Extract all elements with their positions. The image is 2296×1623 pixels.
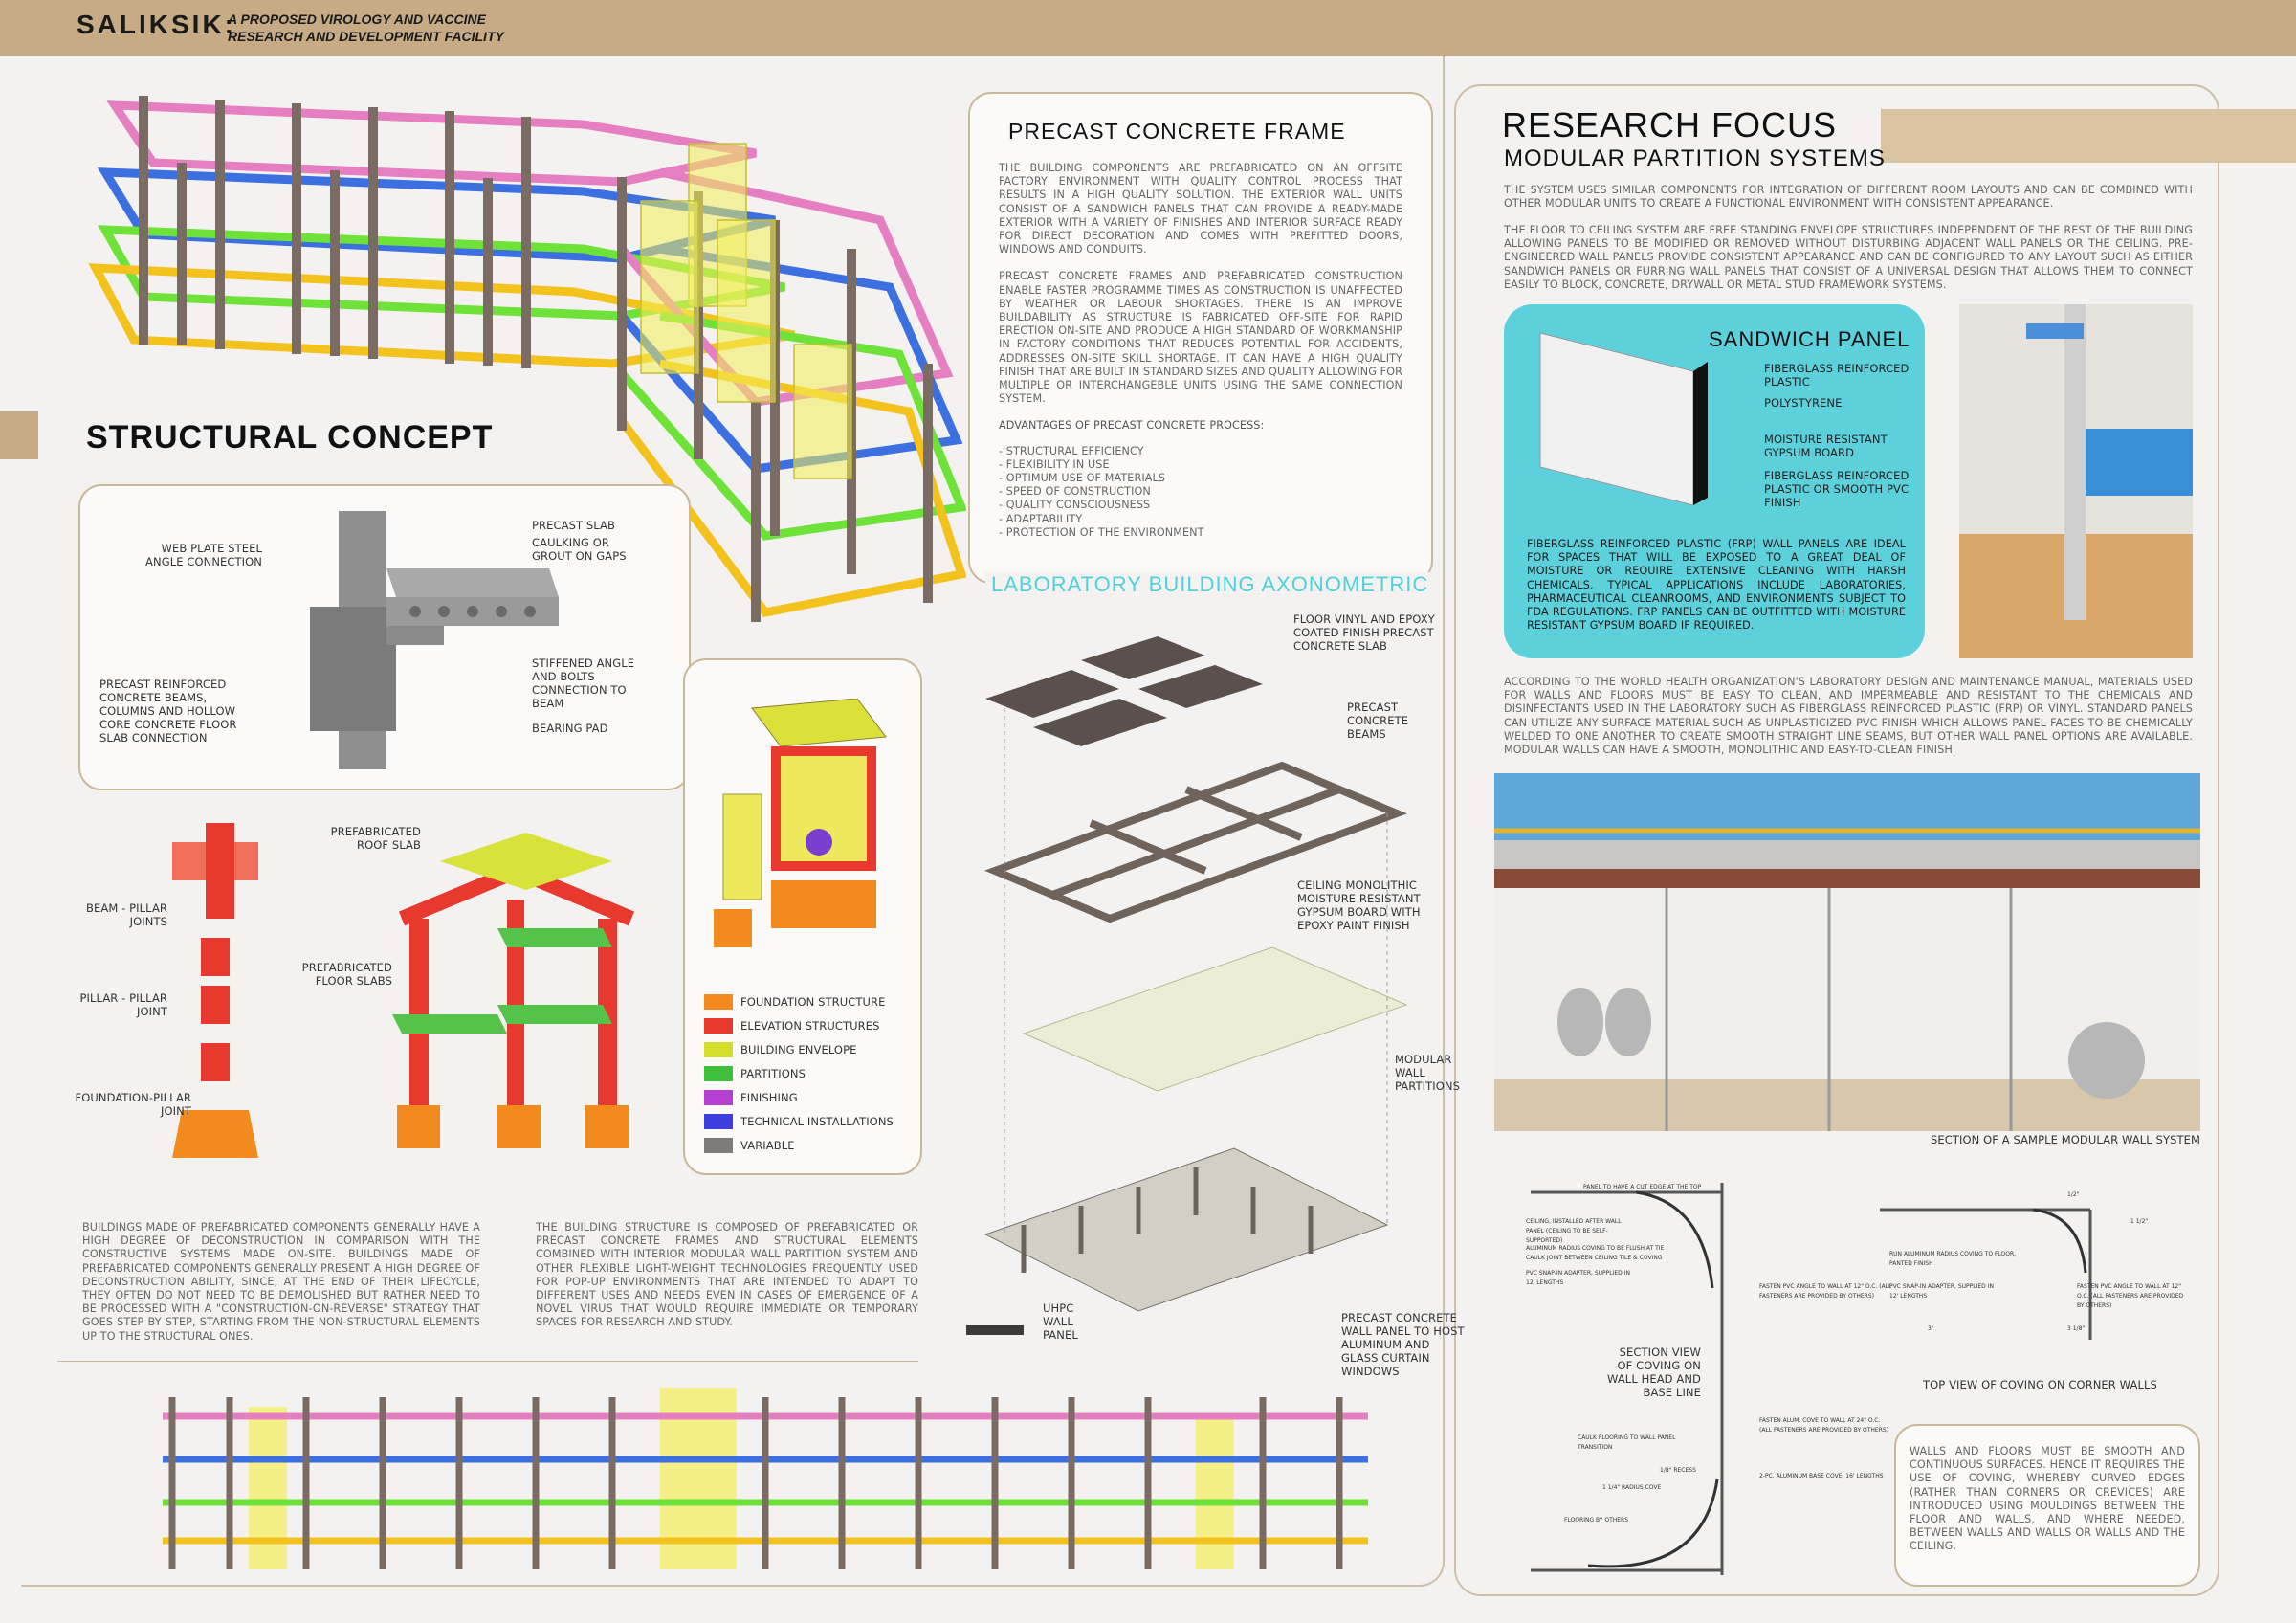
detail-note: ALUMINUM RADIUS COVING TO BE FLUSH AT TIE CAULK JOINT BETWEEN CEILING TILE & COVING bbox=[1526, 1245, 1665, 1261]
detail-note: PVC SNAP-IN ADAPTER, SUPPLIED IN 12' LENGTHS bbox=[1889, 1283, 1994, 1300]
legend-label: BUILDING ENVELOPE bbox=[740, 1042, 857, 1056]
label-ceiling: CEILING MONOLITHIC MOISTURE RESISTANT GYPSUM BOARD WITH EPOXY PAINT FINISH bbox=[1297, 878, 1421, 932]
precast-para-1: THE BUILDING COMPONENTS ARE PREFABRICATED ON AN OFFSITE FACTORY ENVIRONMENT WITH QUALITY CONTROL PROCESS THAT RESULTS IN A HIGH QUALITY SOLUTION. THE EXTERIOR WALL UNITS CONSIST OF A SANDWICH PANELS THAT CAN PROVIDE A READY-MADE EXTERIOR WITH A VARIETY OF FINISHES AND INTERIOR SURFACE READY FOR DIRECT DECORATION AND COMES WITH PREFITTED DOORS, WINDOWS AND CONDUITS. bbox=[999, 162, 1402, 256]
precast-title: PRECAST CONCRETE FRAME bbox=[1008, 119, 1346, 144]
envelope-card bbox=[683, 658, 922, 1175]
title-bar bbox=[0, 0, 2296, 56]
sandwich-text: FIBERGLASS REINFORCED PLASTIC (FRP) WALL PANELS ARE IDEAL FOR SPACES THAT WILL BE EXPOSED TO A GREAT DEAL OF MOISTURE OR REQUIRE EXTENSIVE CLEANING WITH HARSH CHEMICALS. TYPICAL APPLICATIONS INCLUDE LABORATORIES, PHARMACEUTICAL CLEANROOMS, AND ENVIRONMENTS SUBJECT TO FDA REGULATIONS. FRP PANELS CAN BE OUTFITTED WITH MOISTURE RESISTANT GYPSUM BOARD IF REQUIRED. bbox=[1527, 538, 1906, 633]
connection-detail-card bbox=[78, 484, 691, 790]
label-connection-summary: PRECAST REINFORCED CONCRETE BEAMS, COLUMNS AND HOLLOW CORE CONCRETE FLOOR SLAB CONNECTION bbox=[99, 678, 237, 745]
detail-note: FASTEN ALUM. COVE TO WALL AT 24" O.C. (ALL FASTENERS ARE PROVIDED BY OTHERS) bbox=[1759, 1417, 1889, 1434]
legend-label: VARIABLE bbox=[740, 1138, 795, 1152]
label-web-plate: WEB PLATE STEEL ANGLE CONNECTION bbox=[145, 542, 262, 568]
advantages-title: ADVANTAGES OF PRECAST CONCRETE PROCESS: bbox=[999, 419, 1265, 433]
text-divider bbox=[57, 1361, 918, 1362]
legend-item bbox=[704, 1061, 915, 1085]
frame-structure-diagram bbox=[383, 823, 651, 1158]
detail-note: FASTEN PVC ANGLE TO WALL AT 12" O.C. (ALL FASTENERS ARE PROVIDED BY OTHERS) bbox=[1759, 1283, 1892, 1300]
legend-swatch-finishing bbox=[704, 1090, 733, 1105]
precast-para-2: PRECAST CONCRETE FRAMES AND PREFABRICATED CONSTRUCTION ENABLE FASTER PROGRAMME TIMES AS CONSTRUCTION IS UNAFFECTED BY WEATHER OR LABOUR SHORTAGES. THERE IS AN IMPROVE BUILDABILITY AS STRUCTURE IS FABRICATED OFF-SITE FOR RAPID ERECTION ON-SITE AND PRODUCE A HIGH STANDARD OF WORKMANSHIP IN FACTORY CONDITIONS THAT REDUCES POTENTIAL FOR ACCIDENTS, ADDRESSES ON-SITE SKILL SHORTAGE. IT CAN HAVE A HIGH QUALITY FINISH THAT ARE BUILT IN STANDARD SIZES AND QUALITY ALLOWING FOR MULTIPLE OR INTERCHANGEBLE UNITS USING THE SAME CONNECTION SYSTEM. bbox=[999, 270, 1402, 406]
legend-label: FOUNDATION STRUCTURE bbox=[740, 994, 886, 1009]
research-para-3: ACCORDING TO THE WORLD HEALTH ORGANIZATION'S LABORATORY DESIGN AND MAINTENANCE MANUAL, MATERIALS USED FOR WALLS AND FLOORS MUST BE EASY TO CLEAN, AND IMPERMEABLE AND RESISTANT TO THE CHEMICALS AND DISINFECTANTS USED IN THE LABORATORY SUCH AS FIBERGLASS REINFORCED PLASTIC (FRP) OR VINYL. STANDARD PANELS CAN UTILIZE ANY SURFACE MATERIAL SUCH AS UNPLASTICIZED PVC FINISH WHICH ALLOWS PANEL FACES TO BE CHEMICALLY WELDED TO ONE ANOTHER TO CREATE SMOOTH STRAIGHT LINE SEAMS, BUT OTHER WALL PANEL OPTIONS ARE AVAILABLE. MODULAR WALLS CAN HAVE A SMOOTH, MONOLITHIC AND EASY-TO-CLEAN FINISH. bbox=[1504, 676, 2193, 757]
building-envelope-diagram bbox=[714, 699, 895, 957]
layer-2: POLYSTYRENE bbox=[1764, 396, 1843, 410]
legend-item bbox=[704, 1109, 915, 1133]
label-roof-slab: PREFABRICATED ROOF SLAB bbox=[330, 825, 421, 852]
brand-subtitle-2: RESEARCH AND DEVELOPMENT FACILITY bbox=[228, 29, 504, 44]
legend-item bbox=[704, 1133, 915, 1157]
label-pillar-pillar: PILLAR - PILLAR JOINT bbox=[79, 991, 167, 1018]
legend-item bbox=[704, 989, 915, 1013]
advantage-item: - OPTIMUM USE OF MATERIALS bbox=[999, 472, 1166, 485]
coving-card bbox=[1894, 1424, 2200, 1587]
label-uhpc: UHPC WALL PANEL bbox=[1043, 1301, 1078, 1342]
advantage-item: - PROTECTION OF THE ENVIRONMENT bbox=[999, 525, 1204, 539]
legend-swatch-envelope bbox=[704, 1042, 733, 1057]
label-partitions: MODULAR WALL PARTITIONS bbox=[1395, 1053, 1461, 1093]
legend-label: ELEVATION STRUCTURES bbox=[740, 1018, 880, 1033]
detail-note: RUN ALUMINUM RADIUS COVING TO FLOOR, PANTED FINISH bbox=[1889, 1251, 2017, 1267]
legend-swatch-partitions bbox=[704, 1066, 733, 1081]
detail-note: 2-PC. ALUMINUM BASE COVE, 16' LENGTHS bbox=[1759, 1473, 1884, 1479]
label-beam-pillar: BEAM - PILLAR JOINTS bbox=[86, 901, 167, 928]
detail-note: CAULK FLOORING TO WALL PANEL TRANSITION bbox=[1578, 1434, 1676, 1451]
label-bearing-pad: BEARING PAD bbox=[532, 722, 608, 735]
lab-section-image bbox=[1494, 773, 2200, 1131]
legend-swatch-foundation bbox=[704, 994, 733, 1010]
detail-note: 1 1/2" bbox=[2130, 1218, 2149, 1225]
partition-image bbox=[1959, 304, 2193, 658]
advantage-item: - STRUCTURAL EFFICIENCY bbox=[999, 444, 1144, 457]
detail-note: 1 1/4" RADIUS COVE bbox=[1602, 1484, 1662, 1491]
detail-note: 1/2" bbox=[2067, 1191, 2080, 1198]
sandwich-panel-diagram bbox=[1531, 323, 1712, 515]
legend-swatch-elevation bbox=[704, 1018, 733, 1034]
sandwich-panel-card bbox=[1504, 304, 1925, 658]
detail-note: CEILING, INSTALLED AFTER WALL PANEL (CEILING TO BE SELF-SUPPORTED) bbox=[1526, 1218, 1622, 1244]
layer-1: FIBERGLASS REINFORCED PLASTIC bbox=[1764, 362, 1910, 389]
coving-text: WALLS AND FLOORS MUST BE SMOOTH AND CONTINUOUS SURFACES. HENCE IT REQUIRES THE USE OF COVING, WHEREBY CURVED EDGES (RATHER THAN CORNERS OR CREVICES) ARE INTRODUCED USING MOULDINGS BETWEEN THE FLOOR AND WALLS, AND WHERE NEEDED, BETWEEN WALLS AND WALLS OR WALLS AND THE CEILING. bbox=[1910, 1445, 2185, 1553]
legend bbox=[704, 989, 915, 1157]
advantage-item: - FLEXIBILITY IN USE bbox=[999, 457, 1110, 471]
detail-note: PVC SNAP-IN ADAPTER, SUPPLIED IN 12' LENGTHS bbox=[1526, 1270, 1630, 1286]
label-foundation-pillar: FOUNDATION-PILLAR JOINT bbox=[75, 1091, 191, 1118]
detail1-caption: SECTION VIEW OF COVING ON WALL HEAD AND BASE LINE bbox=[1607, 1345, 1701, 1399]
layer-4: FIBERGLASS REINFORCED PLASTIC OR SMOOTH PVC FINISH bbox=[1764, 469, 1910, 509]
section-caption: SECTION OF A SAMPLE MODULAR WALL SYSTEM bbox=[1931, 1133, 2200, 1146]
advantage-item: - SPEED OF CONSTRUCTION bbox=[999, 485, 1151, 499]
precast-card bbox=[968, 92, 1433, 584]
research-para-1: THE SYSTEM USES SIMILAR COMPONENTS FOR INTEGRATION OF DIFFERENT ROOM LAYOUTS AND CAN BE COMBINED WITH OTHER MODULAR UNITS TO CREATE A FUNCTIONAL ENVIRONMENT WITH CONSISTENT APPEARANCE. bbox=[1504, 184, 2193, 211]
legend-label: TECHNICAL INSTALLATIONS bbox=[740, 1114, 894, 1128]
brand-title: SALIKSIK: bbox=[77, 10, 236, 39]
advantage-item: - QUALITY CONSCIOUSNESS bbox=[999, 499, 1151, 512]
label-caulking: CAULKING OR GROUT ON GAPS bbox=[532, 536, 627, 563]
structure-text: THE BUILDING STRUCTURE IS COMPOSED OF PREFABRICATED OR PRECAST CONCRETE FRAMES AND STRUCTURAL ELEMENTS COMBINED WITH INTERIOR MODULAR WALL PARTITION SYSTEM AND OTHER FLEXIBLE LIGHT-WEIGHT TECHNOLOGIES FREQUENTLY USED FOR POP-UP ENVIRONMENTS THAT ARE INTENDED TO ADAPT TO DIFFERENT USES AND NEEDS EVEN IN CASES OF EMERGENCE OF A NOVEL VIRUS THAT WOULD REQUIRE IMMEDIATE OR TEMPORARY SPACES FOR RESEARCH AND STUDY. bbox=[536, 1221, 918, 1329]
brand-subtitle-1: A PROPOSED VIROLOGY AND VACCINE bbox=[228, 11, 486, 27]
connection-detail-diagram bbox=[243, 501, 559, 779]
label-stiffened-angle: STIFFENED ANGLE AND BOLTS CONNECTION TO BEAM bbox=[532, 656, 635, 710]
detail-note: FLOORING BY OTHERS bbox=[1564, 1517, 1629, 1523]
detail-note: 3" bbox=[1928, 1325, 1934, 1332]
detail-note: FASTEN PVC ANGLE TO WALL AT 12" O.C. (ALL FASTENERS ARE PROVIDED BY OTHERS) bbox=[2077, 1283, 2184, 1309]
legend-item bbox=[704, 1085, 915, 1109]
building-elevation-diagram bbox=[153, 1378, 1378, 1569]
detail-note: 1/8" RECESS bbox=[1660, 1467, 1696, 1474]
legend-label: PARTITIONS bbox=[740, 1066, 806, 1080]
detail2-caption: TOP VIEW OF COVING ON CORNER WALLS bbox=[1923, 1378, 2157, 1391]
axon-title: LABORATORY BUILDING AXONOMETRIC bbox=[985, 572, 1434, 597]
research-subtitle: MODULAR PARTITION SYSTEMS bbox=[1504, 145, 1886, 171]
legend-swatch-technical bbox=[704, 1114, 733, 1129]
label-precast-slab: PRECAST SLAB bbox=[532, 519, 615, 532]
research-para-2: THE FLOOR TO CEILING SYSTEM ARE FREE STANDING ENVELOPE STRUCTURES INDEPENDENT OF THE REST OF THE BUILDING ALLOWING PANELS TO BE MODIFIED OR REMOVED WITHOUT DISTURBING ADJACENT WALL PANELS OR THE CEILING. PRE-ENGINEERED WALL PANELS PROVIDE CONSISTENT APPEARANCE AND CAN BE CONFIGURED TO ANY LAYOUT SUCH AS EITHER SANDWICH PANELS OR FURRING WALL PANELS THAT CONSIST OF A UNIVERSAL DESIGN THAT ALLOWS THEM TO CONNECT EASILY TO BLOCK, CONCRETE, DRYWALL OR METAL STUD FRAMEWORK SYSTEMS. bbox=[1504, 224, 2193, 291]
structural-title: STRUCTURAL CONCEPT bbox=[86, 419, 494, 456]
legend-item bbox=[704, 1013, 915, 1037]
legend-label: FINISHING bbox=[740, 1090, 798, 1104]
label-floor: FLOOR VINYL AND EPOXY COATED FINISH PRECAST CONCRETE SLAB bbox=[1293, 612, 1435, 653]
legend-item bbox=[704, 1037, 915, 1061]
layer-3: MOISTURE RESISTANT GYPSUM BOARD bbox=[1764, 433, 1888, 459]
research-title-bar bbox=[1881, 109, 2296, 163]
label-wall-panel: PRECAST CONCRETE WALL PANEL TO HOST ALUMINUM AND GLASS CURTAIN WINDOWS bbox=[1341, 1311, 1465, 1378]
label-floor-slabs: PREFABRICATED FLOOR SLABS bbox=[301, 961, 392, 988]
level-pink bbox=[115, 105, 756, 182]
prefab-text: BUILDINGS MADE OF PREFABRICATED COMPONENTS GENERALLY HAVE A HIGH DEGREE OF DECONSTRUCTION IN COMPARISON WITH THE CONSTRUCTIVE SYSTEMS MADE ON-SITE. BUILDINGS MADE OF PREFABRICATED COMPONENTS GENERALLY PRESENT A HIGH DEGREE OF DECONSTRUCTION ABILITY, SINCE, AT THE END OF THEIR LIFECYCLE, THEY OFTEN DO NOT NEED TO BE DEMOLISHED BUT RATHER NEED TO BE PROCESSED WITH A "CONSTRUCTION-ON-REVERSE" STRATEGY THAT GOES STEP BY STEP, STARTING FROM THE NON-STRUCTURAL ELEMENTS UP TO THE STRUCTURAL ONES. bbox=[82, 1221, 480, 1343]
legend-swatch-variable bbox=[704, 1138, 733, 1153]
structural-title-bar bbox=[0, 411, 38, 459]
detail-note: 3 1/8" bbox=[2067, 1325, 2086, 1332]
label-beams: PRECAST CONCRETE BEAMS bbox=[1347, 700, 1409, 741]
research-title: RESEARCH FOCUS bbox=[1502, 105, 1846, 145]
advantage-item: - ADAPTABILITY bbox=[999, 512, 1083, 525]
sandwich-title: SANDWICH PANEL bbox=[1709, 327, 1910, 351]
detail-note: PANEL TO HAVE A CUT EDGE AT THE TOP bbox=[1583, 1184, 1702, 1190]
